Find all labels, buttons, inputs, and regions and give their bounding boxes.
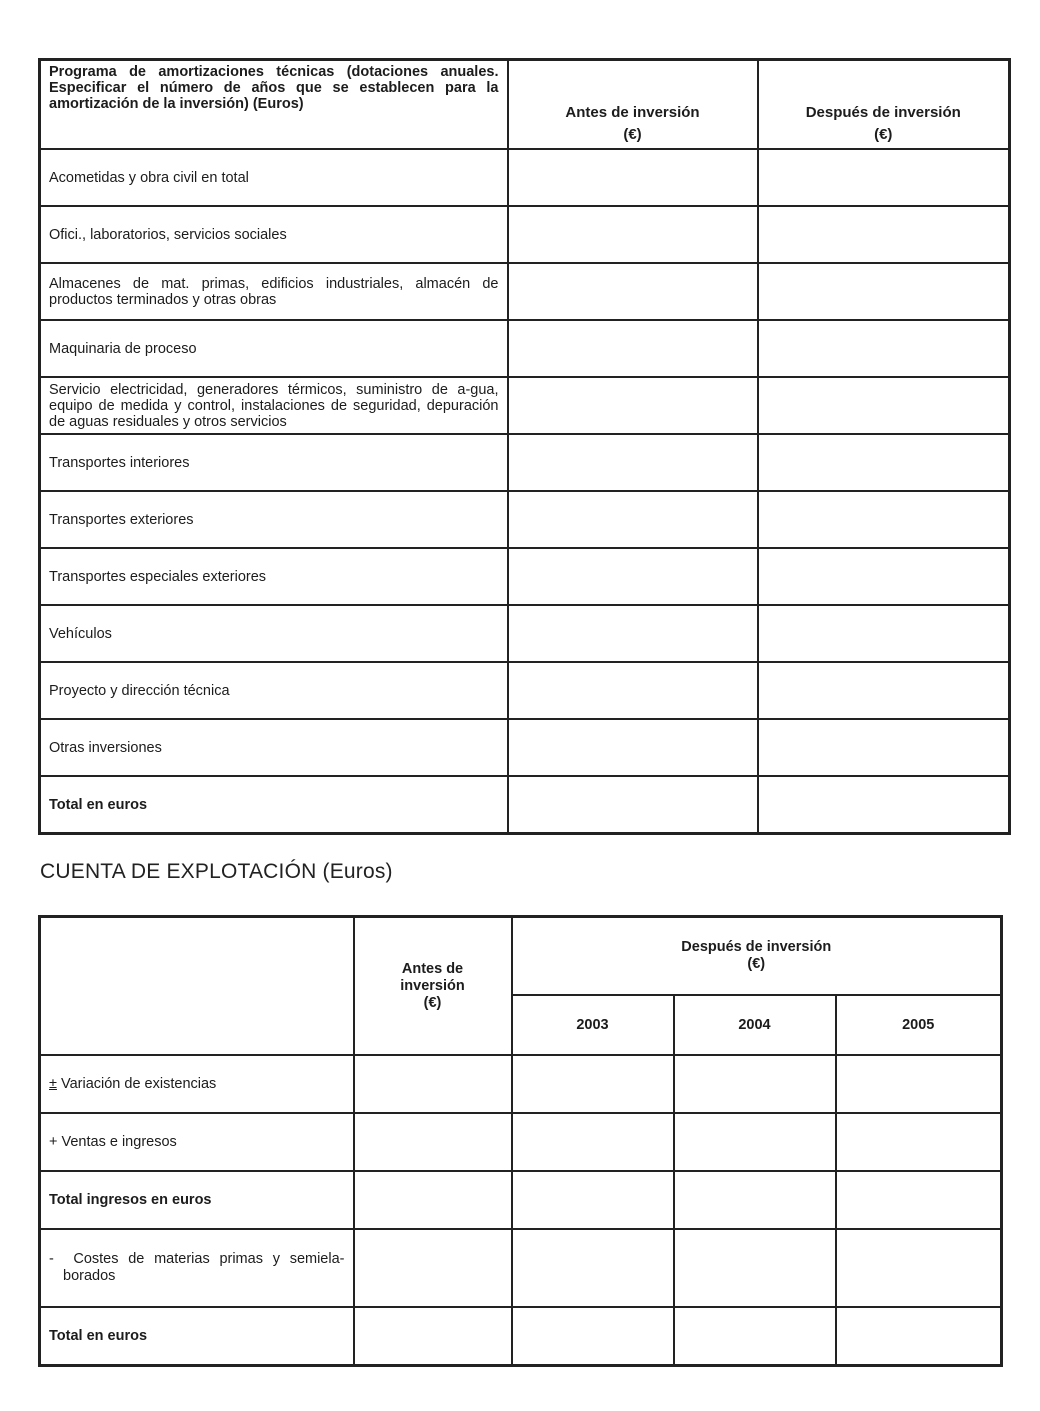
row-label: Vehículos (40, 605, 508, 662)
antes-cell[interactable] (508, 149, 758, 206)
antes-cell[interactable] (508, 719, 758, 776)
antes-cell[interactable] (508, 548, 758, 605)
row-text: Ventas e ingresos (61, 1133, 177, 1150)
blank-header-cell (40, 917, 354, 1056)
year-2003-cell[interactable] (512, 1171, 674, 1229)
despues-cell[interactable] (758, 548, 1010, 605)
despues-total-cell[interactable] (758, 776, 1010, 834)
total-label: Total en euros (40, 776, 508, 834)
before-investment-label: Antes de inversión (565, 104, 700, 121)
year-2005-cell[interactable] (836, 1113, 1002, 1171)
antes-cell[interactable] (508, 434, 758, 491)
row-label (40, 1113, 354, 1171)
section-title: CUENTA DE EXPLOTACIÓN (Euros) (40, 860, 393, 883)
row-sign: - (49, 1251, 54, 1267)
year-2003-cell[interactable] (512, 1229, 674, 1307)
antes-cell[interactable] (508, 377, 758, 434)
row-label: Ofici., laboratorios, servicios sociales (40, 206, 508, 263)
before-investment-header (354, 917, 512, 1056)
row-text: Costes de materias primas y semiela-borados (63, 1251, 345, 1284)
despues-cell[interactable] (758, 719, 1010, 776)
year-header: 2003 (512, 995, 674, 1055)
row-text: Variación de existencias (61, 1075, 217, 1092)
after-investment-unit: (€) (747, 956, 766, 972)
row-label: Servicio electricidad, generadores térmicos, suministro de a-gua, equipo de medida y control, instalaciones de seguridad, depuración de aguas residuales y otros servicios (40, 377, 508, 434)
after-investment-label: Después de inversión (805, 104, 961, 121)
despues-cell[interactable] (758, 206, 1010, 263)
table-row (40, 548, 1010, 605)
table-row (40, 1055, 1002, 1113)
antes-cell[interactable] (508, 320, 758, 377)
before-investment-header (508, 60, 758, 150)
row-label: Almacenes de mat. primas, edificios industriales, almacén de productos terminados y otras obras (40, 263, 508, 320)
year-2004-cell[interactable] (674, 1229, 836, 1307)
row-text: Total en euros (49, 1327, 148, 1344)
amortization-description-header (40, 60, 508, 150)
year-2003-total-cell[interactable] (512, 1307, 674, 1366)
row-label: Otras inversiones (40, 719, 508, 776)
despues-cell[interactable] (758, 662, 1010, 719)
table-row (40, 605, 1010, 662)
after-investment-unit: (€) (874, 126, 893, 143)
year-header: 2004 (674, 995, 836, 1055)
after-investment-label: Después de inversión (681, 939, 832, 955)
table-row (40, 320, 1010, 377)
despues-cell[interactable] (758, 434, 1010, 491)
operating-account-table (38, 915, 1003, 1367)
after-investment-header (758, 60, 1010, 150)
amortization-description-text: Programa de amortizaciones técnicas (dotaciones anuales. Especificar el número de años que se establecen para la amortización de la inversión) (Euros) (49, 64, 499, 112)
table-row (40, 491, 1010, 548)
antes-total-cell[interactable] (354, 1307, 512, 1366)
despues-cell[interactable] (758, 491, 1010, 548)
amortization-table (38, 58, 1011, 835)
year-2003-cell[interactable] (512, 1055, 674, 1113)
row-sign: + (49, 1133, 58, 1150)
row-label (40, 1171, 354, 1229)
row-label: Acometidas y obra civil en total (40, 149, 508, 206)
row-label: Transportes especiales exteriores (40, 548, 508, 605)
row-label (40, 1307, 354, 1366)
total-row (40, 1307, 1002, 1366)
table-row (40, 434, 1010, 491)
row-label (40, 1229, 354, 1307)
total-row (40, 776, 1010, 834)
antes-cell[interactable] (508, 263, 758, 320)
antes-cell[interactable] (354, 1113, 512, 1171)
year-2004-cell[interactable] (674, 1113, 836, 1171)
despues-cell[interactable] (758, 263, 1010, 320)
antes-cell[interactable] (354, 1229, 512, 1307)
row-label: Proyecto y dirección técnica (40, 662, 508, 719)
total-income-row (40, 1171, 1002, 1229)
row-label: Transportes exteriores (40, 491, 508, 548)
row-sign: ± (49, 1075, 57, 1092)
despues-cell[interactable] (758, 377, 1010, 434)
table-row (40, 149, 1010, 206)
year-2005-cell[interactable] (836, 1229, 1002, 1307)
year-2004-total-cell[interactable] (674, 1307, 836, 1366)
amortization-header-row (40, 60, 1010, 150)
table-row (40, 206, 1010, 263)
year-2005-cell[interactable] (836, 1055, 1002, 1113)
table-row (40, 1113, 1002, 1171)
antes-cell[interactable] (508, 605, 758, 662)
row-text: Total ingresos en euros (49, 1191, 212, 1208)
table-row (40, 377, 1010, 434)
year-2003-cell[interactable] (512, 1113, 674, 1171)
year-2005-cell[interactable] (836, 1171, 1002, 1229)
row-label: Maquinaria de proceso (40, 320, 508, 377)
row-label: Transportes interiores (40, 434, 508, 491)
despues-cell[interactable] (758, 320, 1010, 377)
after-investment-header (512, 917, 1002, 996)
table-row (40, 662, 1010, 719)
despues-cell[interactable] (758, 149, 1010, 206)
antes-cell[interactable] (354, 1171, 512, 1229)
before-investment-unit: (€) (623, 126, 642, 143)
header-row-top (40, 917, 1002, 996)
antes-cell[interactable] (508, 206, 758, 263)
year-header: 2005 (836, 995, 1002, 1055)
despues-cell[interactable] (758, 605, 1010, 662)
year-2005-total-cell[interactable] (836, 1307, 1002, 1366)
table-row (40, 1229, 1002, 1307)
antes-cell[interactable] (354, 1055, 512, 1113)
antes-cell[interactable] (508, 662, 758, 719)
year-2004-cell[interactable] (674, 1055, 836, 1113)
row-label (40, 1055, 354, 1113)
year-2004-cell[interactable] (674, 1171, 836, 1229)
table-row (40, 719, 1010, 776)
antes-total-cell[interactable] (508, 776, 758, 834)
antes-cell[interactable] (508, 491, 758, 548)
table-row (40, 263, 1010, 320)
before-investment-label: Antes de inversión (400, 960, 465, 994)
before-investment-unit: (€) (423, 994, 442, 1011)
